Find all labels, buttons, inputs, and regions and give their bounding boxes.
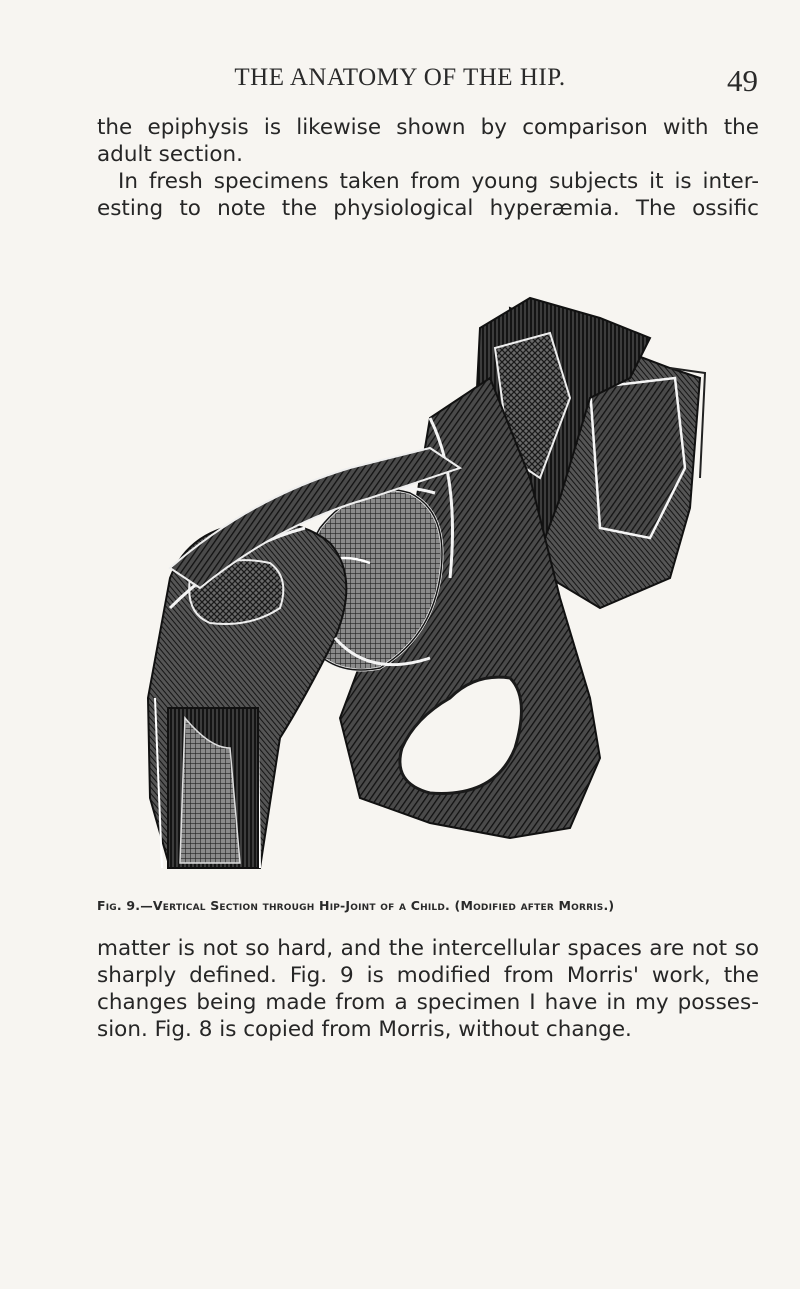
text-line: matter is not so hard, and the intercellular spaces are not so [97, 936, 759, 961]
text-line: the epiphysis is likewise shown by comparison with the [97, 115, 759, 140]
figure-title: —Vertical Section through Hip-Joint of a Child. (Modified after Morris.) [140, 898, 615, 913]
figure-label: Fig. 9. [97, 898, 141, 913]
running-head: THE ANATOMY OF THE HIP. [234, 64, 566, 91]
figure-caption [97, 898, 777, 913]
femoral-shaft [168, 708, 258, 868]
paragraph-2 [97, 168, 759, 222]
paragraph-3 [97, 935, 759, 1043]
hip-joint-engraving [130, 278, 720, 878]
text-line: esting to note the physiological hyperæmia. The ossific [97, 196, 759, 221]
text-line: sharply defined. Fig. 9 is modified from Morris' work, the [97, 963, 759, 988]
engraving-illustration [130, 278, 720, 878]
text-line: In fresh specimens taken from young subjects it is inter- [118, 169, 759, 194]
text-line: changes being made from a specimen I have in my posses- [97, 990, 759, 1015]
paragraph-1 [97, 114, 759, 168]
text-line: adult section. [97, 142, 243, 167]
text-line: sion. Fig. 8 is copied from Morris, without change. [97, 1017, 632, 1042]
page-number: 49 [727, 63, 758, 98]
